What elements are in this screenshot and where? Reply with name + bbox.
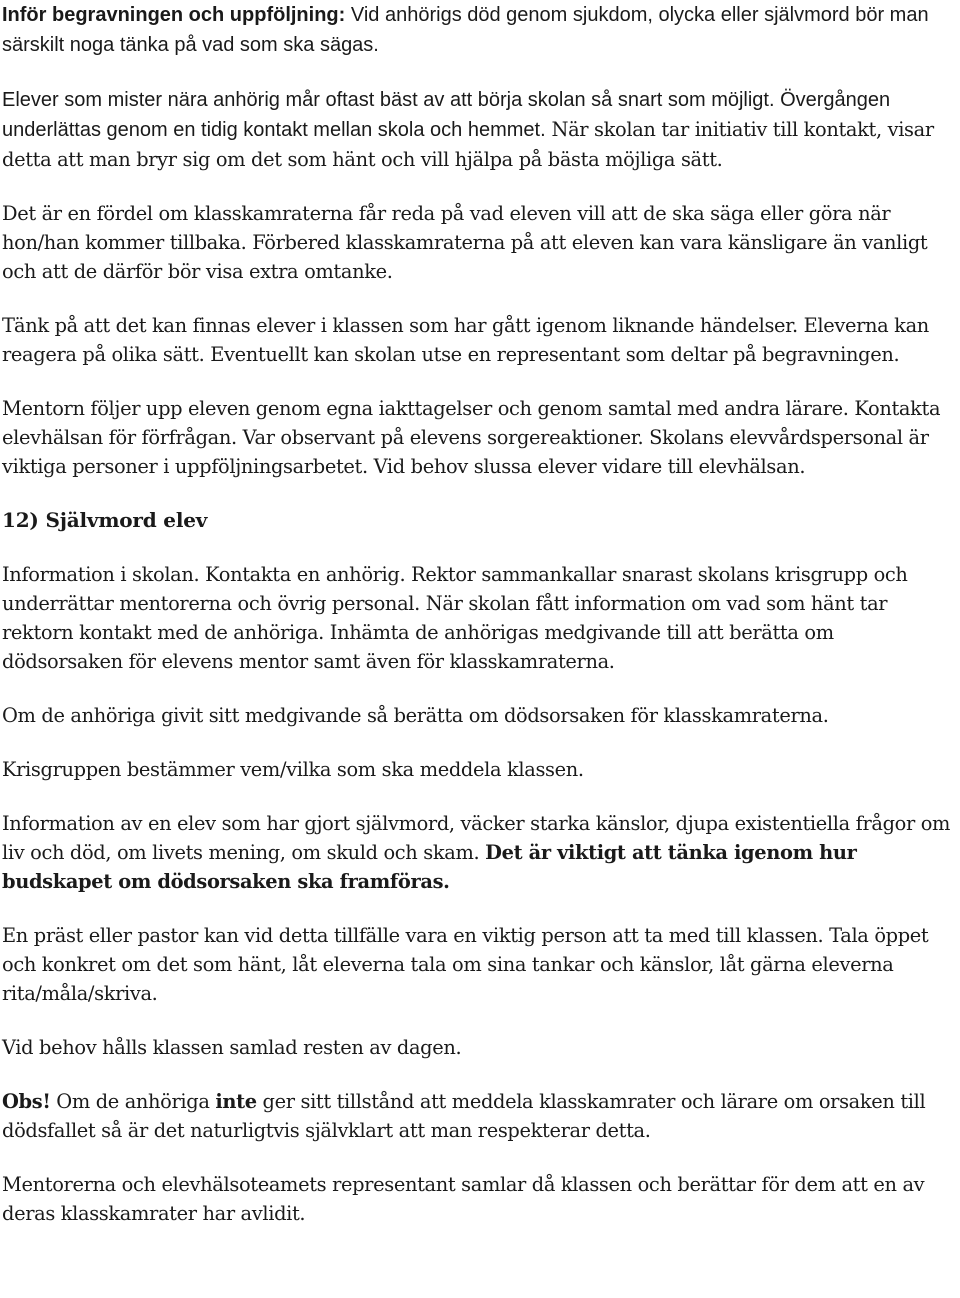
paragraph-consent — [2, 701, 958, 730]
paragraph-classmates — [2, 199, 958, 286]
paragraph-text: När skolan tar initiativ till kontakt, visar detta att man bryr sig om det som hänt och vill hjälpa på bästa möjliga sätt. — [2, 118, 934, 171]
paragraph-text: Det är en fördel om klasskamraterna får reda på vad eleven vill att de ska säga eller göra när hon/han kommer tillbaka. Förbered klasskamraterna på att eleven kan vara känsligare än vanligt och att de därför bör visa extra omtanke. — [2, 202, 928, 283]
paragraph-school-information — [2, 560, 958, 676]
paragraph-obs-note — [2, 1087, 958, 1145]
paragraph-text: Mentorerna och elevhälsoteamets representant samlar då klassen och berättar för dem att en av deras klasskamrater har avlidit. — [2, 1173, 925, 1225]
paragraph-class-together — [2, 1033, 958, 1062]
paragraph-crisis-group — [2, 755, 958, 784]
paragraph-return-to-school — [2, 85, 958, 174]
document-page — [2, 0, 958, 1228]
paragraph-priest — [2, 921, 958, 1008]
paragraph-text: Vid anhörigs död genom sjukdom, olycka eller självmord bör man särskilt noga tänka på vad som ska sägas. — [2, 4, 929, 56]
paragraph-emphasis: inte — [215, 1090, 257, 1113]
paragraph-text: Om de anhöriga givit sitt medgivande så berätta om dödsorsaken för klasskamraterna. — [2, 704, 829, 727]
paragraph-text: Information av en elev som har gjort självmord, väcker starka känslor, djupa existentiella frågor om liv och död, om livets mening, om skuld och skam. — [2, 812, 951, 864]
paragraph-text: Om de anhöriga — [50, 1090, 216, 1113]
paragraph-text: ger sitt tillstånd att meddela klasskamrater och lärare om orsaken till dödsfallet så är det naturligtvis självklart att man respekterar detta. — [2, 1090, 926, 1142]
paragraph-strong-feelings — [2, 809, 958, 896]
paragraph-text: Tänk på att det kan finnas elever i klassen som har gått igenom liknande händelser. Eleverna kan reagera på olika sätt. Eventuellt kan skolan utse en representant som deltar på begravningen. — [2, 314, 929, 366]
paragraph-text: Vid behov hålls klassen samlad resten av dagen. — [2, 1036, 462, 1059]
paragraph-text: Krisgruppen bestämmer vem/vilka som ska meddela klassen. — [2, 758, 584, 781]
paragraph-text: En präst eller pastor kan vid detta tillfälle vara en viktig person att ta med till klassen. Tala öppet och konkret om det som hänt, låt eleverna tala om sina tankar och känslor, låt gärna eleverna rita/måla/skriva. — [2, 924, 929, 1005]
paragraph-mentor-followup — [2, 394, 958, 481]
paragraph-mentors-gather — [2, 1170, 958, 1228]
section-heading: 12) Självmord elev — [2, 508, 208, 532]
paragraph-emphasis: Det är viktigt att tänka igenom hur budskapet om dödsorsaken ska framföras. — [2, 841, 857, 893]
paragraph-text-sans: Elever som mister nära anhörig mår oftast bäst av att börja skolan så snart som möjligt. Övergången underlättas genom en tidig kontakt mellan skola och hemmet. — [2, 89, 891, 141]
paragraph-text: Mentorn följer upp eleven genom egna iakttagelser och genom samtal med andra lärare. Kontakta elevhälsan för förfrågan. Var observant på elevens sorgereaktioner. Skolans elevvårdspersonal är viktiga personer i uppföljningsarbetet. Vid behov slussa elever vidare till elevhälsan. — [2, 397, 941, 478]
paragraph-similar-events — [2, 311, 958, 369]
paragraph-text: Information i skolan. Kontakta en anhörig. Rektor sammankallar snarast skolans krisgrupp och underrättar mentorerna och övrig personal. När skolan fått information om vad som hänt tar rektorn kontakt med de anhöriga. Inhämta de anhörigas medgivande till att berätta om dödsorsaken för elevens mentor samt även för klasskamraterna. — [2, 563, 908, 673]
paragraph-funeral-followup — [2, 0, 958, 60]
paragraph-lead-heading: Inför begravningen och uppföljning: — [2, 4, 346, 26]
obs-label: Obs! — [2, 1090, 51, 1113]
